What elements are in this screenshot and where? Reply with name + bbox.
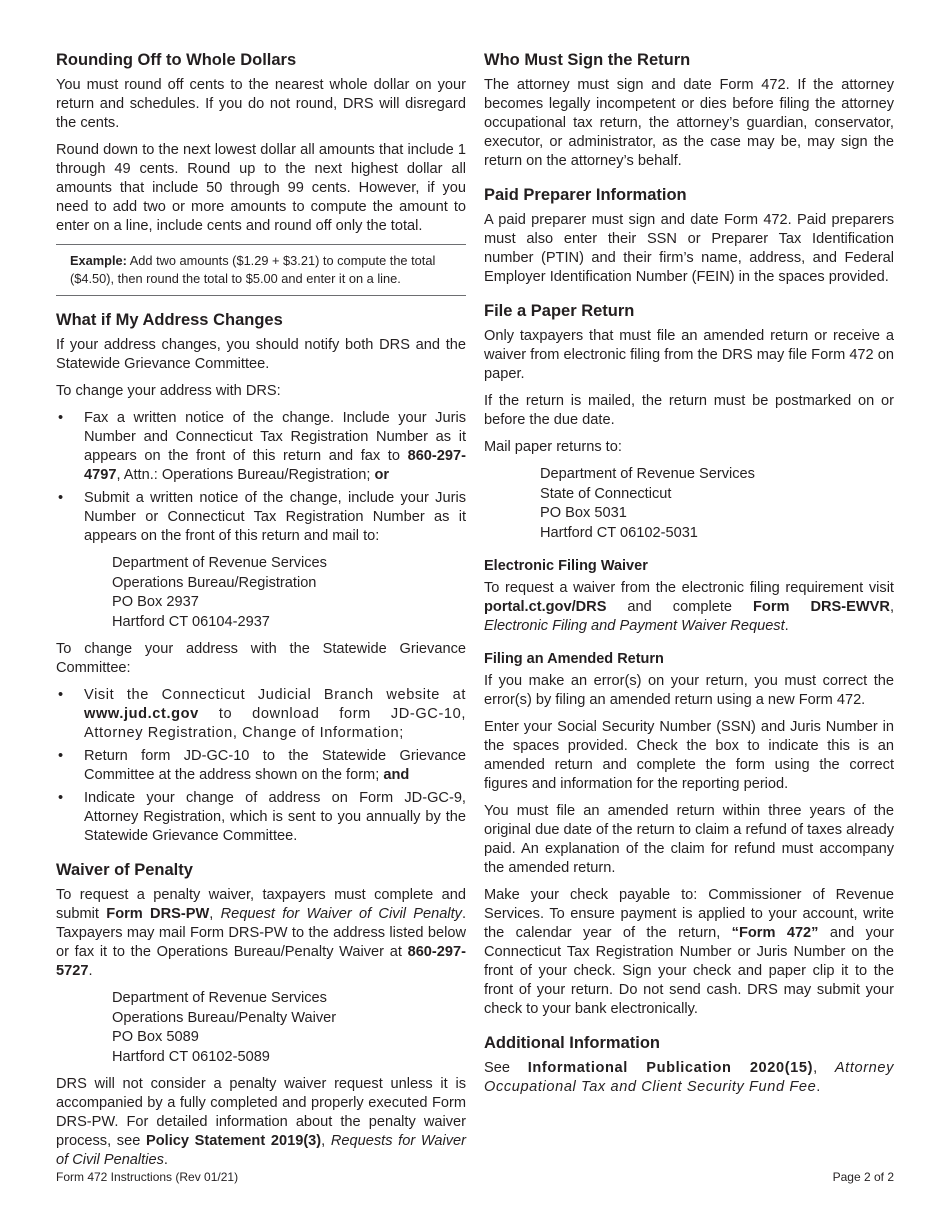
address-paragraph-2: To change your address with DRS:: [56, 383, 281, 399]
address-paragraph-1: If your address changes, you should notify both DRS and the Statewide Grievance Committee.: [56, 337, 466, 372]
preparer-paragraph: A paid preparer must sign and date Form 472. Paid preparers must also enter their SSN or Preparer Tax Identification number (PTIN) and their firm’s name, address, and Federal Employer Identification Number (FEIN) in the spaces provided.: [484, 212, 894, 285]
additional-paragraph: See Informational Publication 2020(15), Attorney Occupational Tax and Client Security Fund Fee.: [484, 1060, 894, 1095]
amended-paragraph-3: You must file an amended return within three years of the original due date of the return to claim a refund of taxes already paid. An explanation of the claim for refund must accompany the amended return.: [484, 803, 894, 876]
mailing-address-penalty-waiver: Department of Revenue Services Operations Bureau/Penalty Waiver PO Box 5089 Hartford CT 06102-5089: [112, 990, 337, 1065]
example-label: Example:: [70, 253, 127, 268]
mailing-address-paper-returns: Department of Revenue Services State of Connecticut PO Box 5031 Hartford CT 06102-5031: [540, 466, 755, 541]
list-item: • Fax a written notice of the change. Include your Juris Number and Connecticut Tax Registration Number as it appears on the front of this return and fax to 860-297-4797, Attn.: Operations Bureau/Registration; or: [56, 409, 466, 485]
footer-page-number: Page 2 of 2: [832, 1170, 894, 1184]
portal-link: portal.ct.gov/DRS: [484, 599, 607, 615]
efw-heading: Electronic Filing Waiver: [484, 558, 648, 574]
paper-paragraph-2: If the return is mailed, the return must be postmarked on or before the due date.: [484, 393, 894, 428]
mailing-address-registration: Department of Revenue Services Operations Bureau/Registration PO Box 2937 Hartford CT 06104-2937: [112, 555, 327, 630]
section-paper-return: [484, 301, 894, 543]
judicial-website: www.jud.ct.gov: [84, 706, 199, 722]
section-rounding: [56, 50, 466, 296]
section-waiver-of-penalty: [56, 860, 466, 1170]
section-paid-preparer: [484, 185, 894, 287]
address-paragraph-3: To change your address with the Statewide Grievance Committee:: [56, 641, 466, 676]
list-item: • Visit the Connecticut Judicial Branch website at www.jud.ct.gov to download form JD-GC-10, Attorney Registration, Change of Information;: [56, 686, 466, 743]
list-item: • Return form JD-GC-10 to the Statewide Grievance Committee at the address shown on the form; and: [56, 747, 466, 785]
waiver-heading: Waiver of Penalty: [56, 861, 193, 879]
rounding-paragraph-2: Round down to the next lowest dollar all amounts that include 1 through 49 cents. Round up to the next highest dollar all amounts that include 50 through 99 cents. However, if you need to add two or more amounts to compute the amount to enter on a line, include cents and round off only the total.: [56, 142, 466, 234]
footer-form-id: Form 472 Instructions (Rev 01/21): [56, 1170, 239, 1184]
additional-heading: Additional Information: [484, 1034, 660, 1052]
example-box: [56, 244, 466, 296]
paper-heading: File a Paper Return: [484, 302, 635, 320]
left-column: [56, 50, 466, 1184]
section-who-must-sign: [484, 50, 894, 171]
rounding-heading: Rounding Off to Whole Dollars: [56, 51, 297, 69]
amended-paragraph-2: Enter your Social Security Number (SSN) and Juris Number in the spaces provided. Check the box to indicate this is an amended return and complete the form using the correct figures and information for the reporting period.: [484, 719, 894, 792]
example-text: Add two amounts ($1.29 + $3.21) to compute the total ($4.50), then round the total to $5.00 and enter it on a line.: [70, 253, 436, 286]
amended-paragraph-1: If you make an error(s) on your return, you must correct the error(s) by filing an amended return using a new Form 472.: [484, 673, 894, 708]
waiver-paragraph-2: DRS will not consider a penalty waiver request unless it is accompanied by a fully completed and properly executed Form DRS-PW. For detailed information about the penalty waiver process, see Policy Statement 2019(3), Requests for Waiver of Civil Penalties.: [56, 1076, 467, 1168]
list-item: • Submit a written notice of the change, include your Juris Number or Connecticut Tax Registration Number as it appears on the front of this return and mail to:: [56, 489, 466, 546]
sign-paragraph: The attorney must sign and date Form 472. If the attorney becomes legally incompetent or dies before filing the attorney occupational tax return, the attorney’s guardian, conservator, executor, or administrator, as the case may be, may sign the return on the attorney’s behalf.: [484, 77, 894, 169]
paper-paragraph-3: Mail paper returns to:: [484, 439, 622, 455]
address-heading: What if My Address Changes: [56, 311, 283, 329]
section-amended-return: [484, 650, 894, 1019]
paper-paragraph-1: Only taxpayers that must file an amended return or receive a waiver from electronic filing from the DRS may file Form 472 on paper.: [484, 328, 894, 382]
section-electronic-filing-waiver: [484, 557, 894, 636]
amended-heading: Filing an Amended Return: [484, 651, 664, 667]
section-additional-information: [484, 1033, 894, 1097]
waiver-fax-number: 860-297-5727: [56, 944, 466, 979]
list-item: • Indicate your change of address on Form JD-GC-9, Attorney Registration, which is sent to you annually by the Statewide Grievance Committee.: [56, 789, 466, 846]
preparer-heading: Paid Preparer Information: [484, 186, 687, 204]
section-address-change: [56, 310, 466, 846]
grievance-list: [56, 686, 466, 846]
waiver-paragraph-1: To request a penalty waiver, taxpayers must complete and submit Form DRS-PW, Request for Waiver of Civil Penalty. Taxpayers may mail Form DRS-PW to the address listed below or fax it to the Operations Bureau/Penalty Waiver at 860-297-5727.: [56, 887, 466, 979]
sign-heading: Who Must Sign the Return: [484, 51, 691, 69]
rounding-paragraph-1: You must round off cents to the nearest whole dollar on your return and schedules. If you do not round, DRS will disregard the cents.: [56, 77, 466, 131]
efw-paragraph: To request a waiver from the electronic filing requirement visit portal.ct.gov/DRS and complete Form DRS-EWVR, Electronic Filing and Payment Waiver Request.: [484, 580, 894, 634]
drs-address-list: [56, 409, 466, 546]
amended-paragraph-4: Make your check payable to: Commissioner of Revenue Services. To ensure payment is applied to your account, write the calendar year of the return, “Form 472” and your Connecticut Tax Registration Number or Juris Number on the front of your check. Sign your check and paper clip it to the front of your return. Do not send cash. DRS may submit your check to your bank electronically.: [484, 887, 895, 1017]
fax-number: 860-297-4797: [84, 448, 466, 483]
right-column: [484, 50, 894, 1111]
